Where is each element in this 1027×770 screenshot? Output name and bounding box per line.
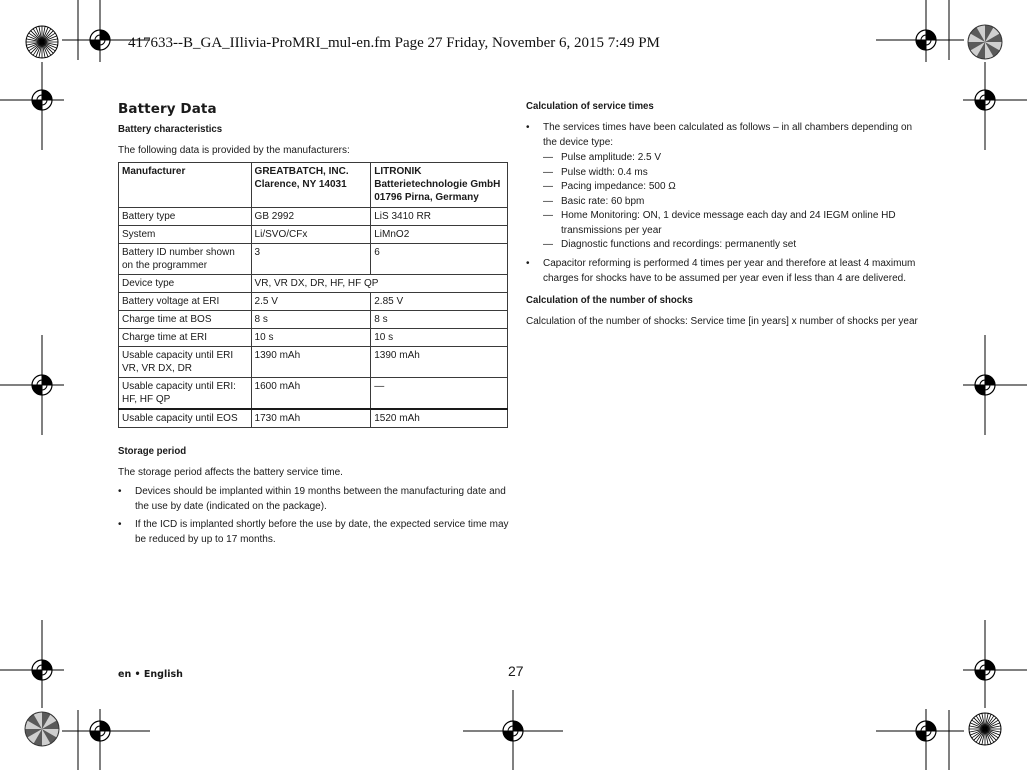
table-row [119, 275, 508, 293]
print-header: 417633--B_GA_IIlivia-ProMRI_mul-en.fm Page 27 Friday, November 6, 2015 7:49 PM [128, 35, 660, 51]
table-cell: Usable capacity until ERI: HF, HF QP [119, 378, 252, 410]
list-item: — Home Monitoring: ON, 1 device message each day and 24 IEGM online HD transmissions per year [543, 209, 921, 238]
table-row [119, 311, 508, 329]
table-cell: Battery ID number shown on the programmer [119, 244, 252, 275]
registration-grayburst [968, 25, 1002, 59]
table-cell: 2.85 V [371, 293, 508, 311]
table-row [119, 347, 508, 378]
table-cell: VR, VR DX, DR, HF, HF QP [251, 275, 507, 293]
table-cell: Battery voltage at ERI [119, 293, 252, 311]
table-row [119, 226, 508, 244]
list-item: • If the ICD is implanted shortly before the use by date, the expected service time may be reduced by up to 17 months. [118, 517, 510, 547]
battery-table [118, 162, 508, 428]
list-item: — Pacing impedance: 500 Ω [543, 180, 921, 195]
list-item: — Pulse amplitude: 2.5 V [543, 151, 921, 166]
table-cell: Usable capacity until EOS [119, 409, 252, 428]
storage-period-heading: Storage period [118, 445, 187, 457]
list-item: • Capacitor reforming is performed 4 times per year and therefore at least 4 maximum charges for shocks have to be assumed per year even if less than 4 are delivered. [526, 256, 921, 286]
left-column [118, 98, 510, 550]
table-cell: 3 [251, 244, 371, 275]
table-cell: 1730 mAh [251, 409, 371, 428]
service-list [526, 120, 921, 286]
parameter-list [543, 151, 921, 253]
table-cell: 2.5 V [251, 293, 371, 311]
table-cell: 1600 mAh [251, 378, 371, 410]
table-row [119, 293, 508, 311]
table-header-row [119, 163, 508, 208]
table-cell: 8 s [371, 311, 508, 329]
registration-grayburst [25, 712, 59, 746]
table-cell: 1520 mAh [371, 409, 508, 428]
table-cell: Charge time at ERI [119, 329, 252, 347]
header-greatbatch: GREATBATCH, INC. Clarence, NY 14031 [251, 163, 371, 208]
table-row [119, 208, 508, 226]
shocks-text: Calculation of the number of shocks: Service time [in years] x number of shocks per year [526, 315, 918, 327]
table-intro: The following data is provided by the manufacturers: [118, 145, 350, 156]
table-cell: Battery type [119, 208, 252, 226]
table-cell: Li/SVO/CFx [251, 226, 371, 244]
right-column [526, 98, 921, 333]
registration-starburst [969, 713, 1001, 745]
bullet-text: The services times have been calculated as follows – in all chambers depending on the device type: [543, 122, 913, 148]
list-item [526, 120, 921, 253]
table-cell: System [119, 226, 252, 244]
table-row [119, 409, 508, 428]
storage-intro: The storage period affects the battery service time. [118, 467, 343, 478]
table-row [119, 378, 508, 410]
page-number: 27 [508, 663, 524, 679]
table-row [119, 329, 508, 347]
header-litronik: LITRONIK Batterietechnologie GmbH 01796 Pirna, Germany [371, 163, 508, 208]
table-cell: 10 s [371, 329, 508, 347]
table-cell: Charge time at BOS [119, 311, 252, 329]
table-cell: 6 [371, 244, 508, 275]
table-cell: LiS 3410 RR [371, 208, 508, 226]
table-cell: Usable capacity until ERI VR, VR DX, DR [119, 347, 252, 378]
header-manufacturer: Manufacturer [119, 163, 252, 208]
table-row [119, 244, 508, 275]
storage-list [118, 484, 510, 547]
table-cell: 1390 mAh [371, 347, 508, 378]
list-item: — Pulse width: 0.4 ms [543, 166, 921, 181]
list-item: — Basic rate: 60 bpm [543, 195, 921, 210]
section-title: Battery Data [118, 101, 217, 117]
registration-starburst [26, 26, 58, 58]
table-cell: — [371, 378, 508, 410]
battery-characteristics-heading: Battery characteristics [118, 123, 223, 135]
table-cell: 8 s [251, 311, 371, 329]
list-item: • Devices should be implanted within 19 months between the manufacturing date and the use by date (indicated on the package). [118, 484, 510, 514]
table-cell: Device type [119, 275, 252, 293]
table-cell: GB 2992 [251, 208, 371, 226]
service-times-heading: Calculation of service times [526, 100, 654, 112]
table-cell: 10 s [251, 329, 371, 347]
table-cell: 1390 mAh [251, 347, 371, 378]
footer-language: en • English [118, 669, 183, 680]
list-item: — Diagnostic functions and recordings: permanently set [543, 238, 921, 253]
shocks-heading: Calculation of the number of shocks [526, 293, 693, 306]
table-cell: LiMnO2 [371, 226, 508, 244]
